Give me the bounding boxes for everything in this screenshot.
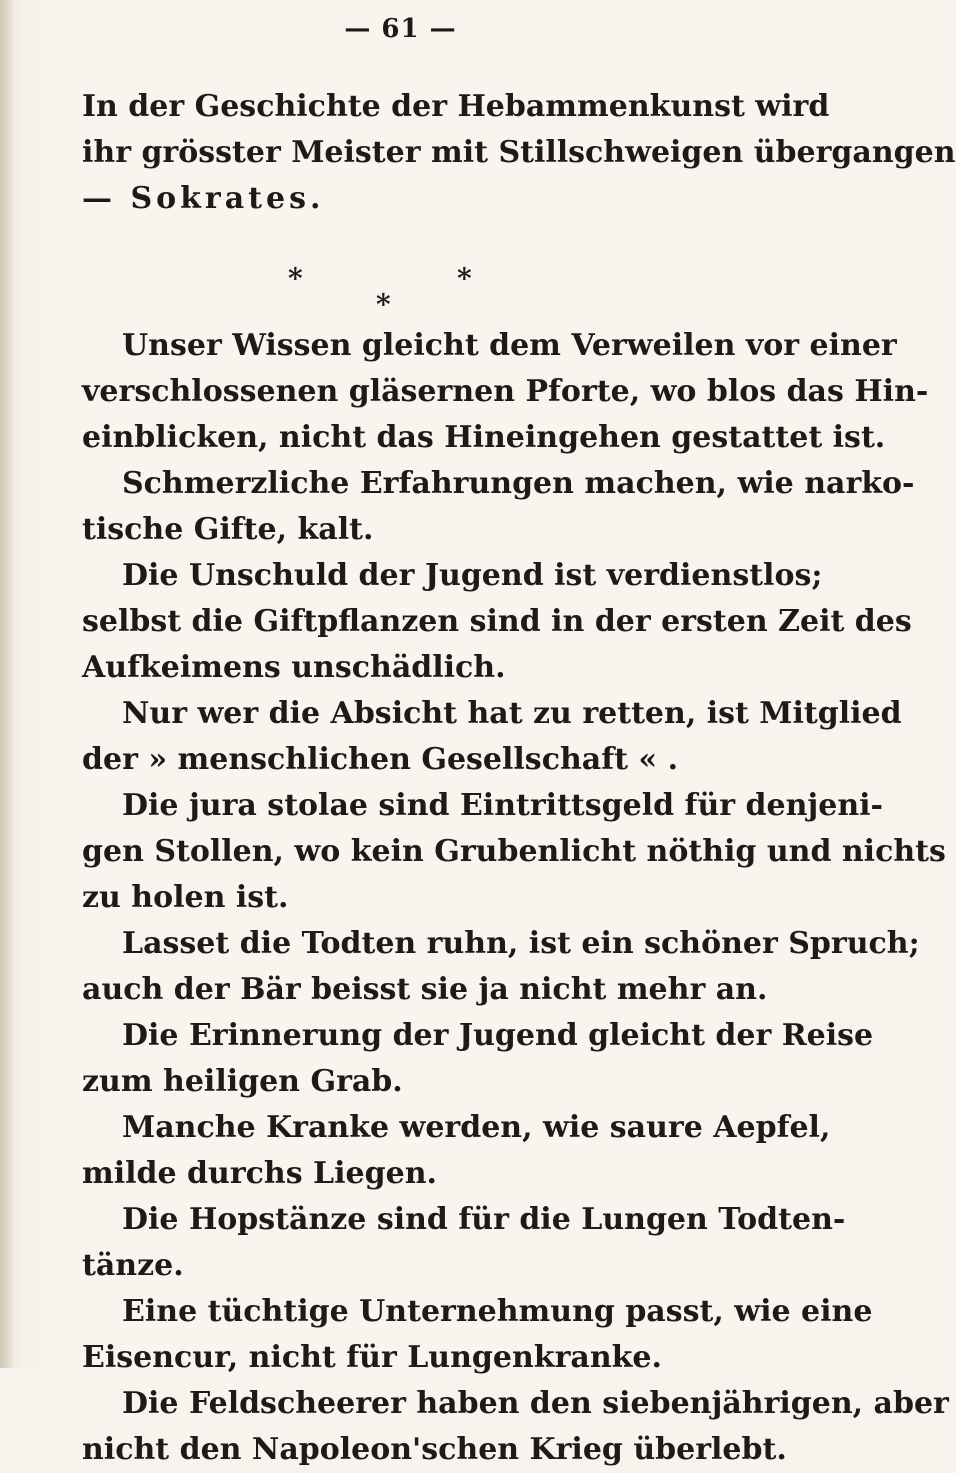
aphorism-line: milde durchs Liegen. [82,1156,437,1191]
intro-line: ihr grösster Meister mit Stillschweigen übergangen [82,135,956,170]
aphorism-line: verschlossenen gläsernen Pforte, wo blos das Hin- [82,374,929,409]
aphorism-line: zum heiligen Grab. [82,1064,403,1099]
separator-star: * [376,288,391,321]
asterism-separator [0,262,801,332]
aphorism-line: Unser Wissen gleicht dem Verweilen vor einer [122,328,897,363]
separator-star: * [288,262,303,295]
aphorism-line: Die Unschuld der Jugend ist verdienstlos; [122,558,823,593]
aphorism-line: der » menschlichen Gesellschaft « . [82,742,679,777]
intro-paragraph [82,84,956,222]
aphorism-line: Lasset die Todten ruhn, ist ein schöner Spruch; [122,926,920,961]
aphorism-line: einblicken, nicht das Hineingehen gestattet ist. [82,420,886,455]
aphorism-line: zu holen ist. [82,880,289,915]
aphorism-line: Nur wer die Absicht hat zu retten, ist Mitglied [122,696,902,731]
intro-line: — Sokrates. [82,181,325,216]
aphorism-line: auch der Bär beisst sie ja nicht mehr an. [82,972,768,1007]
aphorism-line: Die Hopstänze sind für die Lungen Todten- [122,1202,846,1237]
aphorism-line: Die jura stolae sind Eintrittsgeld für denjeni- [122,788,884,823]
aphorism-line: Eine tüchtige Unternehmung passt, wie eine [122,1294,873,1329]
page-number: — 61 — [344,14,457,44]
aphorism-line: Schmerzliche Erfahrungen machen, wie narko- [122,466,915,501]
aphorisms-block [82,323,949,1473]
aphorism-line: tische Gifte, kalt. [82,512,374,547]
aphorism-line: tänze. [82,1248,184,1283]
aphorism-line: Aufkeimens unschädlich. [82,650,506,685]
aphorism-line: selbst die Giftpflanzen sind in der ersten Zeit des [82,604,912,639]
aphorism-line: Manche Kranke werden, wie saure Aepfel, [122,1110,831,1145]
intro-line: In der Geschichte der Hebammenkunst wird [82,89,830,124]
aphorism-line: gen Stollen, wo kein Grubenlicht nöthig und nichts [82,834,946,869]
aphorism-line: nicht den Napoleon'schen Krieg überlebt. [82,1432,787,1467]
aphorism-line: Die Feldscheerer haben den siebenjährigen, aber [122,1386,949,1421]
aphorism-line: Die Erinnerung der Jugend gleicht der Reise [122,1018,874,1053]
separator-star: * [457,262,472,295]
gutter-shadow [0,0,14,1368]
aphorism-line: Eisencur, nicht für Lungenkranke. [82,1340,662,1375]
